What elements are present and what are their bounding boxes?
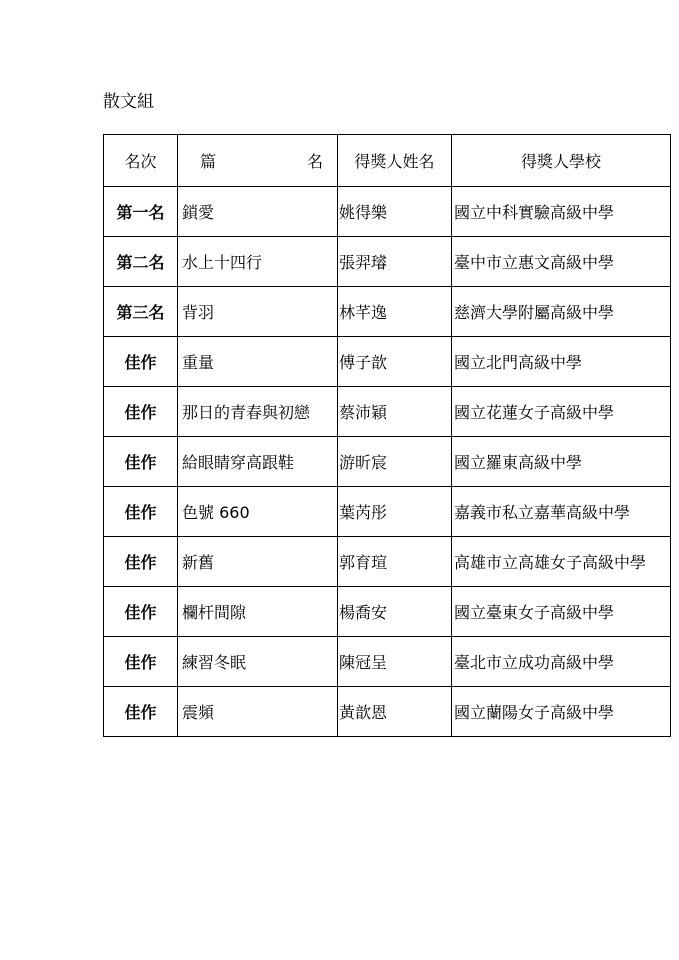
table-row xyxy=(104,537,671,587)
awards-table xyxy=(103,134,671,737)
school-cell: 國立中科實驗高級中學 xyxy=(452,187,671,237)
header-title xyxy=(178,135,338,187)
school-cell: 嘉義市私立嘉華高級中學 xyxy=(452,487,671,537)
table-row xyxy=(104,487,671,537)
title-cell: 新舊 xyxy=(178,537,338,587)
header-rank: 名次 xyxy=(104,135,178,187)
table-row xyxy=(104,637,671,687)
school-cell: 國立羅東高級中學 xyxy=(452,437,671,487)
rank-cell: 佳作 xyxy=(104,337,178,387)
header-title-second-char: 名 xyxy=(306,152,323,171)
section-title: 散文組 xyxy=(103,92,154,112)
title-cell: 欄杆間隙 xyxy=(178,587,338,637)
school-cell: 高雄市立高雄女子高級中學 xyxy=(452,537,671,587)
title-cell: 鎖愛 xyxy=(178,187,338,237)
rank-cell: 佳作 xyxy=(104,587,178,637)
title-cell: 練習冬眠 xyxy=(178,637,338,687)
table-row xyxy=(104,587,671,637)
school-cell: 國立臺東女子高級中學 xyxy=(452,587,671,637)
winner-name-cell: 姚得樂 xyxy=(338,187,452,237)
title-cell: 色號 660 xyxy=(178,487,338,537)
school-cell: 國立北門高級中學 xyxy=(452,337,671,387)
rank-cell: 佳作 xyxy=(104,687,178,737)
rank-cell: 佳作 xyxy=(104,537,178,587)
winner-name-cell: 蔡沛穎 xyxy=(338,387,452,437)
winner-name-cell: 黃歆恩 xyxy=(338,687,452,737)
title-cell: 重量 xyxy=(178,337,338,387)
winner-name-cell: 林芊逸 xyxy=(338,287,452,337)
rank-cell: 佳作 xyxy=(104,637,178,687)
table-row xyxy=(104,187,671,237)
winner-name-cell: 楊喬安 xyxy=(338,587,452,637)
winner-name-cell: 陳冠呈 xyxy=(338,637,452,687)
title-cell: 背羽 xyxy=(178,287,338,337)
rank-cell: 佳作 xyxy=(104,387,178,437)
table-row xyxy=(104,287,671,337)
header-name: 得獎人姓名 xyxy=(338,135,452,187)
table-header-row xyxy=(104,135,671,187)
table-row xyxy=(104,337,671,387)
title-cell: 那日的青春與初戀 xyxy=(178,387,338,437)
school-cell: 慈濟大學附屬高級中學 xyxy=(452,287,671,337)
rank-cell: 佳作 xyxy=(104,437,178,487)
winner-name-cell: 傅子歆 xyxy=(338,337,452,387)
title-cell: 水上十四行 xyxy=(178,237,338,287)
title-cell: 震頻 xyxy=(178,687,338,737)
table-row xyxy=(104,387,671,437)
winner-name-cell: 張羿璿 xyxy=(338,237,452,287)
school-cell: 國立蘭陽女子高級中學 xyxy=(452,687,671,737)
winner-name-cell: 郭育瑄 xyxy=(338,537,452,587)
rank-cell: 第三名 xyxy=(104,287,178,337)
winner-name-cell: 葉芮彤 xyxy=(338,487,452,537)
table-row xyxy=(104,437,671,487)
header-school: 得獎人學校 xyxy=(452,135,671,187)
winner-name-cell: 游昕宸 xyxy=(338,437,452,487)
table-row xyxy=(104,237,671,287)
rank-cell: 第二名 xyxy=(104,237,178,287)
school-cell: 臺中市立惠文高級中學 xyxy=(452,237,671,287)
rank-cell: 第一名 xyxy=(104,187,178,237)
header-title-first-char: 篇 xyxy=(200,152,217,171)
school-cell: 國立花蓮女子高級中學 xyxy=(452,387,671,437)
title-cell: 給眼睛穿高跟鞋 xyxy=(178,437,338,487)
school-cell: 臺北市立成功高級中學 xyxy=(452,637,671,687)
table-row xyxy=(104,687,671,737)
rank-cell: 佳作 xyxy=(104,487,178,537)
